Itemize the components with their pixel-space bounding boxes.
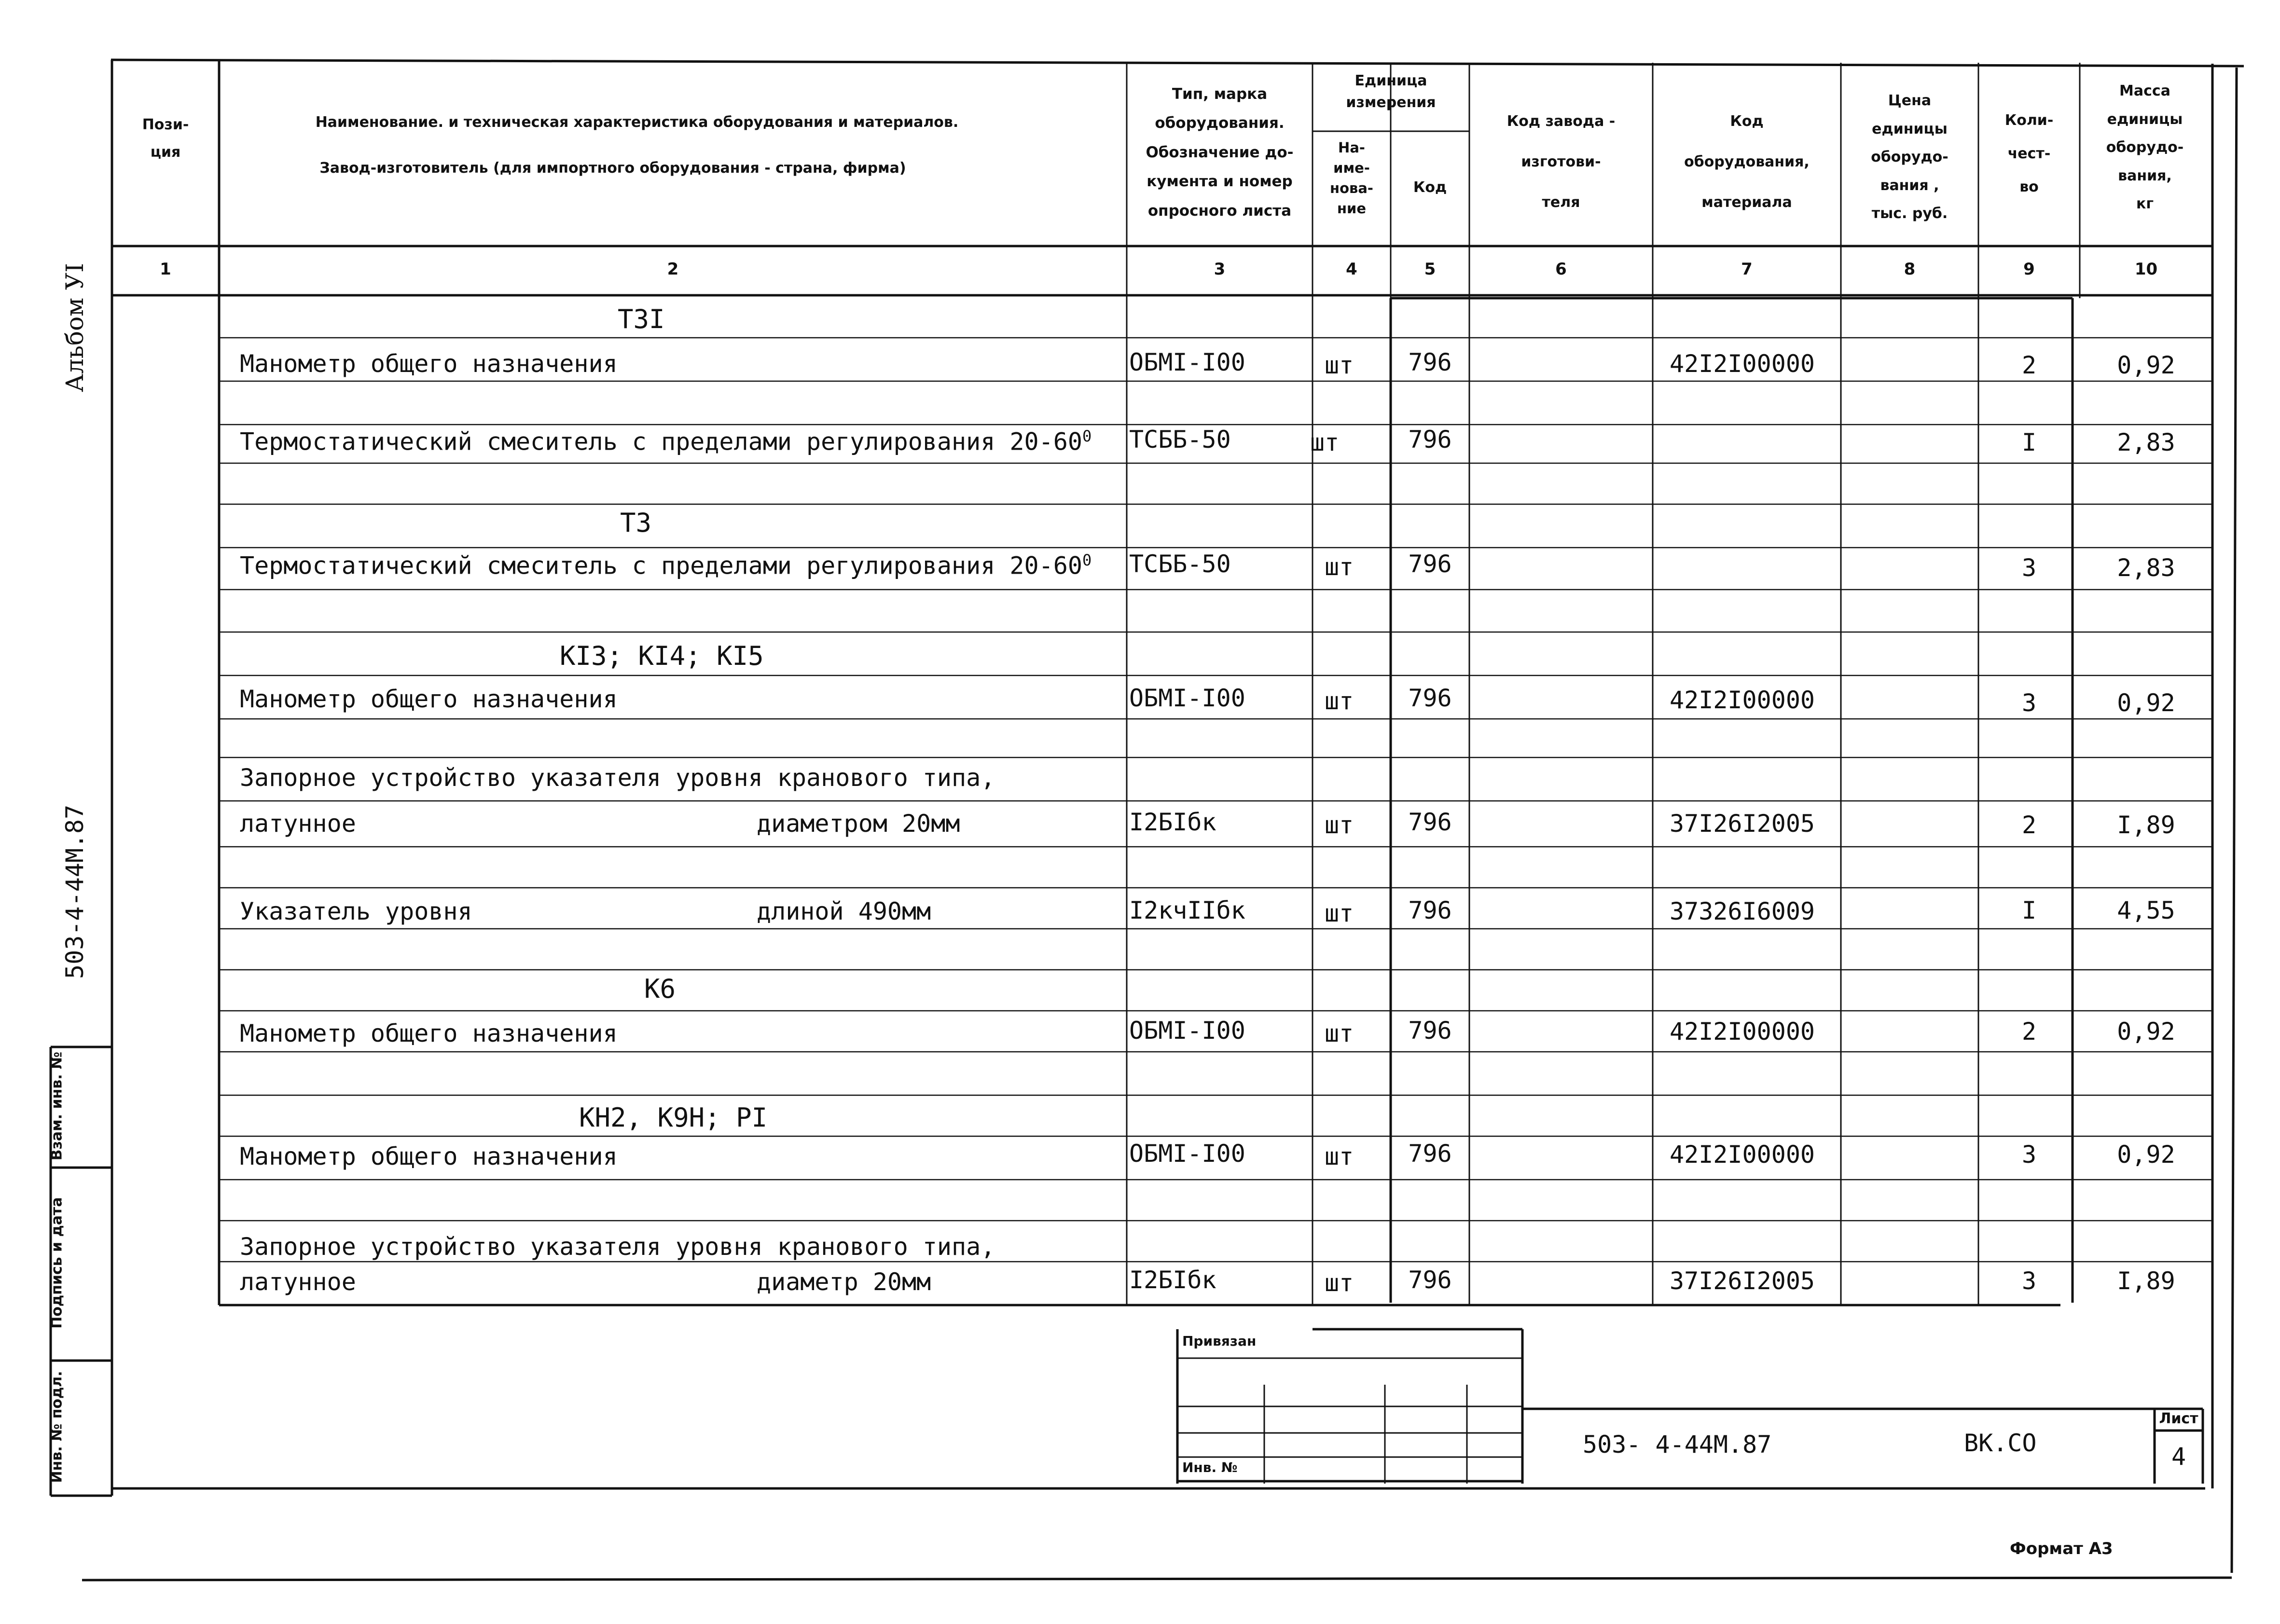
group-heading: Т3 [620, 508, 652, 538]
item-mass: 2,83 [2117, 428, 2175, 456]
item-type: ТСББ-50 [1129, 550, 1231, 578]
item-type: ОБМI-I00 [1129, 1017, 1245, 1045]
col-number-2: 2 [667, 260, 679, 279]
stamp-replace-inv: Взам. инв. № [48, 1051, 66, 1161]
header-unit-group: Единица измерения [1346, 72, 1436, 111]
side-doc-code: 503-4-44М.87 [61, 804, 89, 979]
item-unit: шт [1310, 428, 1340, 456]
sheet-number: 4 [2171, 1443, 2186, 1471]
item-unit-code: 796 [1408, 808, 1452, 836]
item-type: I2БIбк [1129, 808, 1216, 836]
album-label: Альбом УI [61, 263, 89, 392]
item-name-detail: диаметром 20мм [757, 810, 960, 838]
col-number-7: 7 [1741, 260, 1753, 279]
item-mass: I,89 [2117, 1267, 2175, 1295]
item-unit: шт [1325, 1269, 1354, 1297]
header-unit-name: На- име- нова- ние [1330, 139, 1373, 217]
item-qty: 2 [2021, 351, 2037, 379]
item-name-line2: латунное [240, 1268, 356, 1296]
item-type: ОБМI-I00 [1129, 684, 1245, 712]
item-name: Манометр общего назначения [240, 1142, 618, 1170]
header-qty: Коли- чест- во [2004, 112, 2054, 195]
item-mass: 0,92 [2117, 351, 2175, 379]
item-name: Манометр общего назначения [240, 350, 618, 378]
item-unit: шт [1325, 1019, 1354, 1047]
header-type: Тип, марка оборудования. Обозначение до- кумента и номер опросного листа [1146, 85, 1294, 220]
item-unit-code: 796 [1408, 550, 1452, 578]
item-unit-code: 796 [1408, 1017, 1452, 1045]
item-equip-code: 42I2I00000 [1670, 686, 1815, 714]
col-number-3: 3 [1214, 260, 1226, 279]
item-name [240, 551, 1092, 580]
item-unit-code: 796 [1408, 348, 1452, 376]
stamp-orig-inv: Инв. № подл. [48, 1371, 66, 1483]
item-name-detail: диаметр 20мм [757, 1268, 931, 1296]
header-plant-code: Код завода - изготови- теля [1506, 113, 1616, 211]
item-name-text: Термостатический смеситель с пределами регулирования 20-60 [240, 427, 1082, 456]
item-unit-code: 796 [1408, 1140, 1452, 1168]
item-unit-code: 796 [1408, 1266, 1452, 1294]
header-equip-code: Код оборудования, материала [1684, 113, 1810, 211]
stamp-signature-date: Подпись и дата [48, 1197, 66, 1329]
header-name-line1: Наименование. и техническая характеристика оборудования и материалов. [315, 114, 959, 131]
item-name: Запорное устройство указателя уровня кранового типа, [240, 1233, 995, 1261]
format-label: Формат А3 [2010, 1539, 2113, 1558]
item-mass: 0,92 [2117, 689, 2175, 717]
group-heading: КН2, К9Н; РI [579, 1102, 768, 1133]
item-equip-code: 37I26I2005 [1670, 810, 1815, 838]
item-equip-code: 42I2I00000 [1670, 1018, 1815, 1046]
col-number-6: 6 [1555, 260, 1567, 279]
item-unit: шт [1325, 687, 1354, 715]
item-qty: I [2021, 896, 2037, 924]
col-number-9: 9 [2023, 260, 2035, 279]
col-number-4: 4 [1346, 260, 1357, 279]
item-type: I2кчIIбк [1129, 896, 1245, 924]
header-position: Пози- ция [142, 116, 189, 161]
item-unit: шт [1325, 1142, 1354, 1170]
item-name-text: Термостатический смеситель с пределами регулирования 20-60 [240, 551, 1082, 580]
item-mass: 4,55 [2117, 896, 2175, 924]
item-type: ОБМI-I00 [1129, 1140, 1245, 1168]
col-number-1: 1 [160, 260, 171, 279]
item-type: I2БIбк [1129, 1266, 1216, 1294]
sheet-label: Лист [2159, 1410, 2198, 1427]
item-type: ТСББ-50 [1129, 426, 1231, 454]
item-unit: шт [1325, 811, 1354, 839]
group-heading: КI3; КI4; КI5 [560, 641, 764, 671]
degree-sup: 0 [1082, 551, 1092, 569]
item-mass: I,89 [2117, 811, 2175, 839]
group-heading: К6 [644, 974, 676, 1004]
item-equip-code: 42I2I00000 [1670, 1141, 1815, 1169]
item-name-line2: латунное [240, 810, 356, 838]
item-mass: 0,92 [2117, 1018, 2175, 1046]
item-name: Запорное устройство указателя уровня кранового типа, [240, 764, 995, 792]
item-qty: 3 [2021, 554, 2037, 582]
item-name-detail: длиной 490мм [757, 897, 931, 925]
item-qty: 2 [2021, 1018, 2037, 1046]
item-name: Указатель уровня [240, 897, 472, 925]
item-qty: 3 [2021, 1267, 2037, 1295]
item-unit: шт [1325, 351, 1354, 379]
item-mass: 2,83 [2117, 554, 2175, 582]
item-type: ОБМI-I00 [1129, 348, 1245, 376]
item-unit: шт [1325, 553, 1354, 581]
item-unit-code: 796 [1408, 896, 1452, 924]
degree-sup: 0 [1082, 427, 1092, 445]
col-number-10: 10 [2134, 260, 2158, 279]
inv-label: Инв. № [1182, 1459, 1238, 1475]
item-unit-code: 796 [1408, 426, 1452, 454]
item-name [240, 427, 1092, 456]
group-heading: Т3I [618, 304, 665, 334]
item-qty: 3 [2021, 689, 2037, 717]
header-unit-code: Код [1413, 179, 1447, 196]
item-qty: 3 [2021, 1141, 2037, 1169]
doc-mark: ВК.СО [1964, 1429, 2037, 1457]
item-name: Манометр общего назначения [240, 685, 618, 713]
item-qty: 2 [2021, 811, 2037, 839]
item-unit: шт [1325, 899, 1354, 927]
item-qty: I [2021, 428, 2037, 456]
item-equip-code: 42I2I00000 [1670, 350, 1815, 378]
item-name: Манометр общего назначения [240, 1019, 618, 1047]
item-equip-code: 37326I6009 [1670, 897, 1815, 925]
bound-label: Привязан [1182, 1333, 1257, 1349]
col-number-5: 5 [1424, 260, 1436, 279]
item-equip-code: 37I26I2005 [1670, 1267, 1815, 1295]
header-price: Цена единицы оборудо- вания , тыс. руб. [1871, 92, 1948, 222]
header-name-line2: Завод-изготовитель (для импортного оборудования - страна, фирма) [319, 160, 906, 177]
col-number-8: 8 [1904, 260, 1916, 279]
doc-code: 503- 4-44М.87 [1583, 1431, 1772, 1459]
header-mass: Масса единицы оборудо- вания, кг [2106, 83, 2184, 212]
item-unit-code: 796 [1408, 684, 1452, 712]
item-mass: 0,92 [2117, 1141, 2175, 1169]
